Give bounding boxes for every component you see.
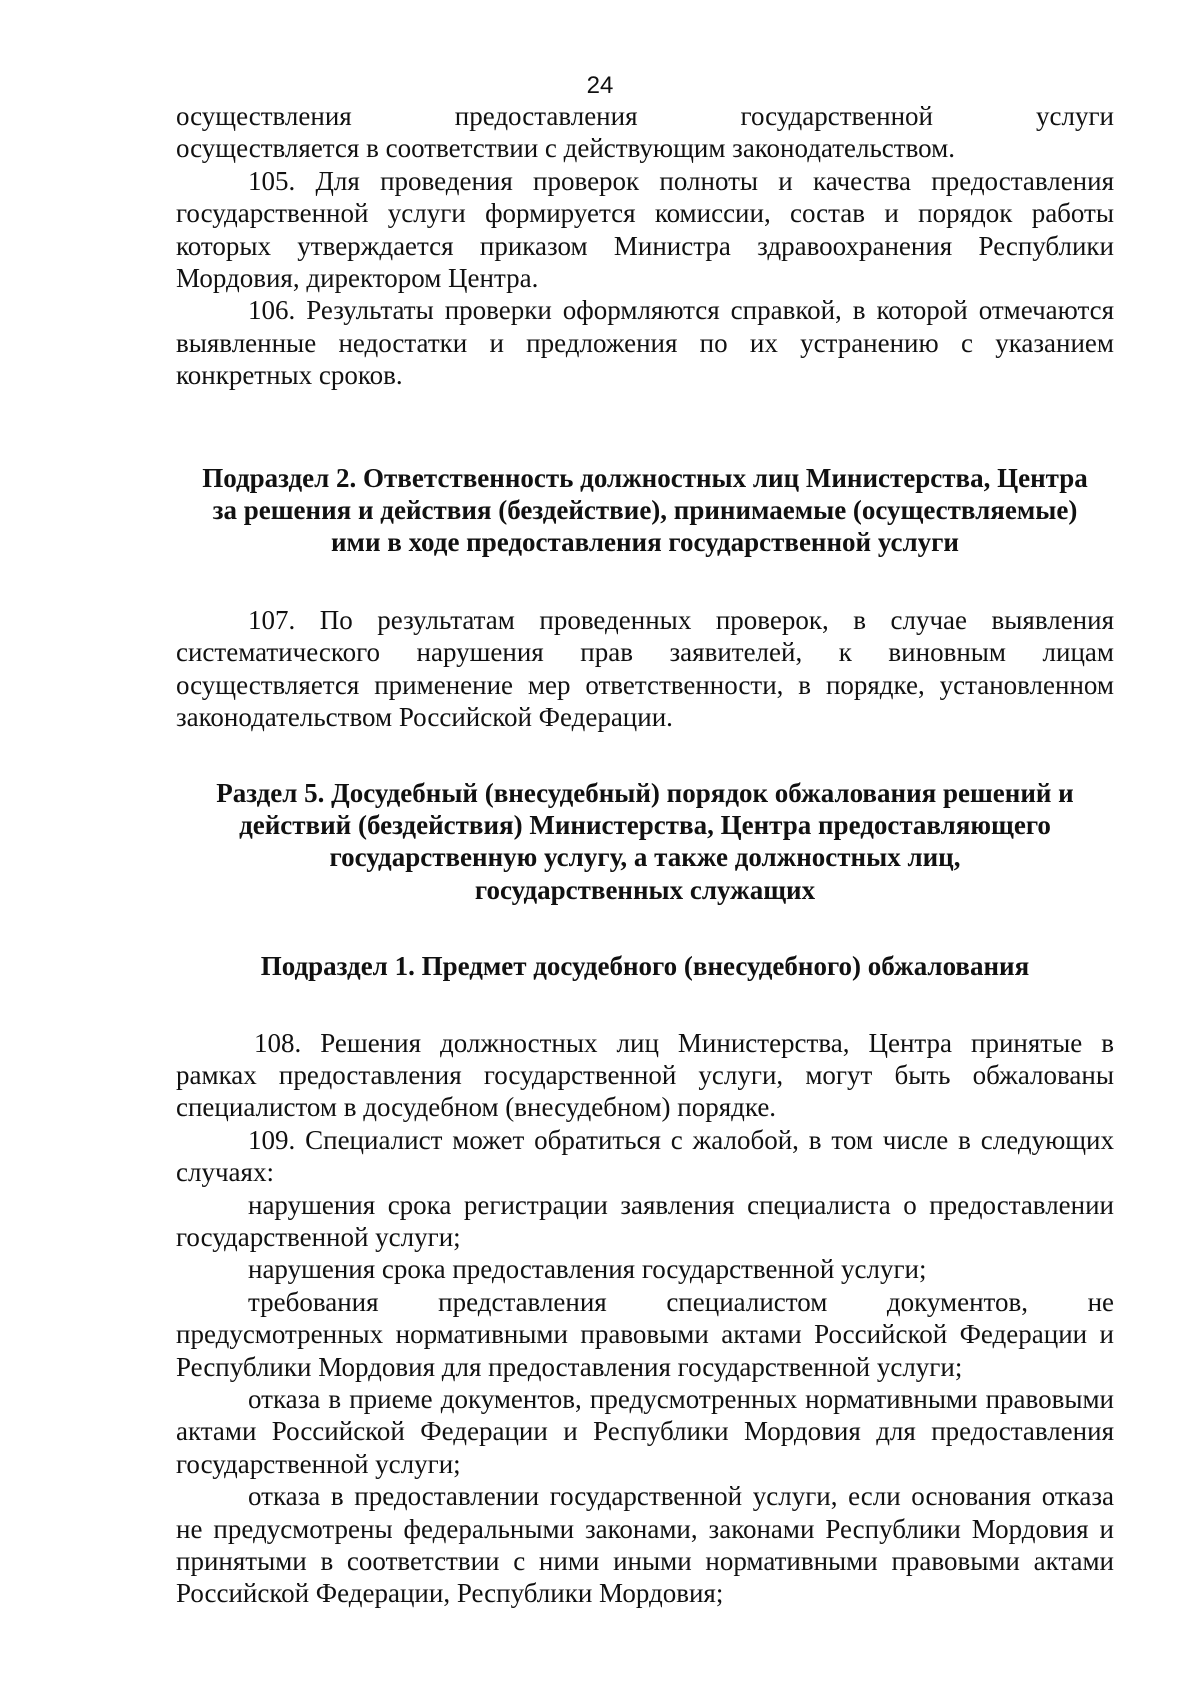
list-item: отказа в приеме документов, предусмотренных нормативными правовыми актами Российской Федерации и Республики Мордовия для предоставления государственной услуги;	[176, 1384, 1114, 1479]
spacer	[176, 734, 1114, 777]
heading-line: ими в ходе предоставления государственной услуги	[331, 527, 959, 558]
spacer	[176, 906, 1114, 950]
heading-line: государственную услугу, а также должностных лиц,	[329, 842, 961, 873]
heading-line: действий (бездействия) Министерства, Центра предоставляющего	[239, 809, 1051, 840]
spacer	[176, 559, 1114, 604]
paragraph-109: 109. Специалист может обратиться с жалобой, в том числе в следующих случаях:	[176, 1124, 1114, 1188]
section-5-heading	[176, 777, 1114, 907]
list-item: нарушения срока регистрации заявления специалиста о предоставлении государственной услуги;	[176, 1189, 1114, 1252]
paragraph-106: 106. Результаты проверки оформляются справкой, в которой отмечаются выявленные недостатки и предложения по их устранению с указанием конкретных сроков.	[176, 295, 1114, 391]
heading-line: за решения и действия (бездействие), принимаемые (осуществляемые)	[212, 495, 1078, 526]
heading-line: Раздел 5. Досудебный (внесудебный) порядок обжалования решений и	[216, 777, 1074, 808]
list-item: нарушения срока предоставления государственной услуги;	[248, 1254, 927, 1285]
subsection-2-heading	[176, 462, 1114, 559]
spacer	[176, 392, 1114, 462]
continuation-line-2: осуществляется в соответствии с действующим законодательством.	[176, 133, 955, 164]
document-body	[176, 100, 1114, 1610]
paragraph-107: 107. По результатам проведенных проверок, в случае выявления систематического нарушения прав заявителей, к виновным лицам осуществляется применение мер ответственности, в порядке, установленном законодательством Российской Федерации.	[176, 604, 1114, 733]
list-item: отказа в предоставлении государственной услуги, если основания отказа не предусмотрены федеральными законами, законами Республики Мордовия и принятыми в соответствии с ними иными нормативными правовыми актами Российской Федерации, Республики Мордовия;	[176, 1481, 1114, 1609]
paragraph-108: 108. Решения должностных лиц Министерства, Центра принятые в рамках предоставления государственной услуги, могут быть обжалованы специалистом в досудебном (внесудебном) порядке.	[176, 1027, 1114, 1123]
paragraph-105: 105. Для проведения проверок полноты и качества предоставления государственной услуги формируется комиссии, состав и порядок работы которых утверждается приказом Министра здравоохранения Республики Мордовия, директором Центра.	[176, 165, 1114, 294]
list-item: требования представления специалистом документов, не предусмотренных нормативными правовыми актами Российской Федерации и Республики Мордовия для предоставления государственной услуги;	[176, 1286, 1114, 1382]
subsection-1-heading: Подраздел 1. Предмет досудебного (внесудебного) обжалования	[260, 951, 1030, 982]
spacer	[176, 983, 1114, 1027]
page-number: 24	[586, 72, 614, 99]
heading-line: Подраздел 2. Ответственность должностных лиц Министерства, Центра	[202, 462, 1088, 493]
heading-line: государственных служащих	[474, 874, 816, 905]
continuation-line-1: осуществления предоставления государственной услуги	[176, 101, 1114, 131]
